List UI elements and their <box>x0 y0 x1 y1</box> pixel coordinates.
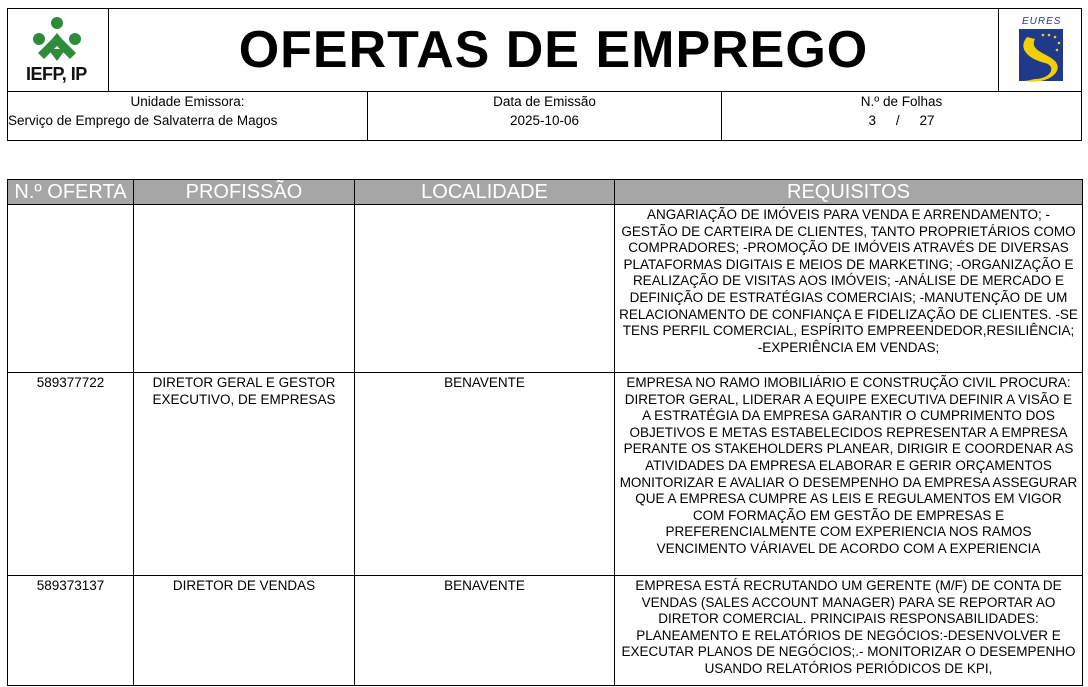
cell-requisitos: ANGARIAÇÃO DE IMÓVEIS PARA VENDA E ARRENDAMENTO; -GESTÃO DE CARTEIRA DE CLIENTES, TANTO PROPRIETÁRIOS COMO COMPRADORES; -PROMOÇÃO DE IMÓVEIS ATRAVÉS DE DIVERSAS PLATAFORMAS DIGITAIS E MEIOS DE MARKETING; -ORGANIZAÇÃO E REALIZAÇÃO DE VISITAS AOS IMÓVEIS; -ANÁLISE DE MERCADO E DEFINIÇÃO DE ESTRATÉGIAS COMERCIAIS; -MANUTENÇÃO DE UM RELACIONAMENTO DE CONFIANÇA E FIDELIZAÇÃO DE CLIENTES. -SE TENS PERFIL COMERCIAL, ESPÍRITO EMPREENDEDOR,RESILIÊNCIA; -EXPERIÊNCIA EM VENDAS; <box>615 205 1083 373</box>
document-header <box>7 8 1082 141</box>
header-title-row <box>7 8 1082 92</box>
folhas-separator: / <box>895 113 900 128</box>
table-row <box>8 373 1083 576</box>
column-header-numero: N.º OFERTA <box>8 180 134 205</box>
document-title: OFERTAS DE EMPREGO <box>238 21 869 79</box>
cell-requisitos: EMPRESA NO RAMO IMOBILIÁRIO E CONSTRUÇÃO CIVIL PROCURA: DIRETOR GERAL, LIDERAR A EQUIPE EXECUTIVA DEFINIR A VISÃO E A ESTRATÉGIA DA EMPRESA GARANTIR O CUMPRIMENTO DOS OBJETIVOS E METAS ESTABELECIDOS REPRESENTAR A EMPRESA PERANTE OS STAKEHOLDERS PLANEAR, DIRIGIR E COORDENAR AS ATIVIDADES DA EMPRESA ELABORAR E GERIR ORÇAMENTOS MONITORIZAR E AVALIAR O DESEMPENHO DA EMPRESA ASSEGURAR QUE A EMPRESA CUMPRE AS LEIS E REGULAMENTOS EM VIGOR COM FORMAÇÃO EM GESTÃO DE EMPRESAS E PREFERENCIALMENTE COM EXPERIENCIA NOS RAMOS VENCIMENTO VÁRIAVEL DE ACORDO COM A EXPERIENCIA <box>615 373 1083 576</box>
iefp-logo <box>8 9 109 91</box>
data-emissao <box>368 91 722 140</box>
offers-table <box>7 179 1083 686</box>
eures-logo-text: EURES <box>1022 16 1062 27</box>
unidade-emissora <box>8 91 368 140</box>
numero-folhas <box>722 91 1081 140</box>
cell-localidade <box>355 205 615 373</box>
table-header-row <box>8 180 1083 205</box>
column-header-localidade: LOCALIDADE <box>355 180 615 205</box>
cell-localidade: BENAVENTE <box>355 576 615 686</box>
cell-numero <box>8 205 134 373</box>
cell-requisitos: EMPRESA ESTÁ RECRUTANDO UM GERENTE (M/F) DE CONTA DE VENDAS (SALES ACCOUNT MANAGER) PARA SE REPORTAR AO DIRETOR COMERCIAL. PRINCIPAIS RESPONSABILIDADES: PLANEAMENTO E RELATÓRIOS DE NEGÓCIOS:-DESENVOLVER E EXECUTAR PLANOS DE NEGÓCIOS;.- MONITORIZAR O DESEMPENHO USANDO RELATÓRIOS PERIÓDICOS DE KPI, <box>615 576 1083 686</box>
header-info-row <box>7 91 1082 141</box>
iefp-logo-text: IEFP, IP <box>26 64 87 84</box>
folhas-total: 27 <box>919 113 935 128</box>
cell-profissao <box>134 205 355 373</box>
cell-numero: 589377722 <box>8 373 134 576</box>
column-header-requisitos: REQUISITOS <box>615 180 1083 205</box>
column-header-profissao: PROFISSÃO <box>134 180 355 205</box>
title-cell <box>109 9 998 91</box>
cell-profissao: DIRETOR GERAL E GESTOR EXECUTIVO, DE EMPRESAS <box>134 373 355 576</box>
cell-localidade: BENAVENTE <box>355 373 615 576</box>
cell-numero: 589373137 <box>8 576 134 686</box>
folhas-value <box>868 111 934 130</box>
cell-profissao: DIRETOR DE VENDAS <box>134 576 355 686</box>
table-row <box>8 205 1083 373</box>
unidade-value: Serviço de Emprego de Salvaterra de Magos <box>8 113 278 128</box>
data-label: Data de Emissão <box>493 94 596 109</box>
folhas-label: N.º de Folhas <box>860 94 943 109</box>
unidade-label: Unidade Emissora: <box>130 94 245 109</box>
data-value: 2025-10-06 <box>509 113 580 128</box>
folhas-current: 3 <box>868 113 876 128</box>
table-row <box>8 576 1083 686</box>
eures-logo <box>998 9 1081 91</box>
